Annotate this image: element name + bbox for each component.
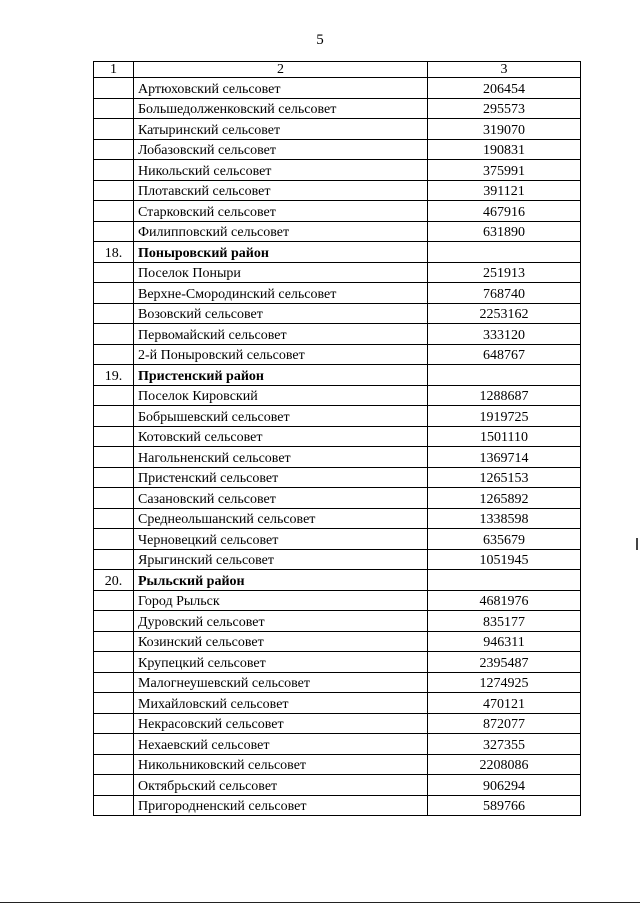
row-value-cell: 906294	[428, 775, 581, 796]
table-row	[94, 344, 581, 365]
row-name-cell: Рыльский район	[134, 570, 428, 591]
row-name-cell: Поселок Поныри	[134, 262, 428, 283]
row-name-cell: Нагольненский сельсовет	[134, 447, 428, 468]
row-number-cell: 19.	[94, 365, 134, 386]
row-value-cell: 251913	[428, 262, 581, 283]
table-row	[94, 549, 581, 570]
district-row	[94, 242, 581, 263]
row-value-cell: 768740	[428, 283, 581, 304]
table-row	[94, 488, 581, 509]
row-name-cell: Сазановский сельсовет	[134, 488, 428, 509]
row-name-cell: Поселок Кировский	[134, 385, 428, 406]
table-row	[94, 303, 581, 324]
row-number-cell	[94, 508, 134, 529]
table-row	[94, 447, 581, 468]
row-name-cell: Старковский сельсовет	[134, 201, 428, 222]
row-value-cell: 1369714	[428, 447, 581, 468]
row-number-cell	[94, 775, 134, 796]
table-row	[94, 631, 581, 652]
row-number-cell	[94, 406, 134, 427]
row-name-cell: Катыринский сельсовет	[134, 119, 428, 140]
row-name-cell: Верхне-Смородинский сельсовет	[134, 283, 428, 304]
row-name-cell: Никольский сельсовет	[134, 160, 428, 181]
row-number-cell	[94, 426, 134, 447]
scan-edge-line	[0, 902, 640, 903]
row-value-cell: 470121	[428, 693, 581, 714]
row-number-cell	[94, 180, 134, 201]
row-value-cell: 1265153	[428, 467, 581, 488]
row-name-cell: Плотавский сельсовет	[134, 180, 428, 201]
row-name-cell: Пристенский сельсовет	[134, 467, 428, 488]
row-value-cell: 946311	[428, 631, 581, 652]
row-number-cell	[94, 283, 134, 304]
row-name-cell: Котовский сельсовет	[134, 426, 428, 447]
row-value-cell: 648767	[428, 344, 581, 365]
row-name-cell: Никольниковский сельсовет	[134, 754, 428, 775]
district-row	[94, 365, 581, 386]
row-number-cell	[94, 631, 134, 652]
row-value-cell: 467916	[428, 201, 581, 222]
table-row	[94, 262, 581, 283]
table-row	[94, 324, 581, 345]
table-row	[94, 426, 581, 447]
row-name-cell: Лобазовский сельсовет	[134, 139, 428, 160]
row-value-cell: 631890	[428, 221, 581, 242]
row-number-cell	[94, 734, 134, 755]
row-name-cell: Козинский сельсовет	[134, 631, 428, 652]
row-value-cell: 2208086	[428, 754, 581, 775]
row-number-cell	[94, 303, 134, 324]
row-number-cell	[94, 447, 134, 468]
table-row	[94, 160, 581, 181]
row-name-cell: Черновецкий сельсовет	[134, 529, 428, 550]
row-name-cell: Ярыгинский сельсовет	[134, 549, 428, 570]
table-row	[94, 78, 581, 99]
row-value-cell: 835177	[428, 611, 581, 632]
row-number-cell	[94, 611, 134, 632]
row-number-cell	[94, 549, 134, 570]
row-value-cell: 1501110	[428, 426, 581, 447]
table-row	[94, 693, 581, 714]
table-row	[94, 98, 581, 119]
header-cell-number: 1	[94, 62, 134, 78]
row-name-cell: Город Рыльск	[134, 590, 428, 611]
row-number-cell	[94, 324, 134, 345]
row-value-cell: 4681976	[428, 590, 581, 611]
row-name-cell: Пригородненский сельсовет	[134, 795, 428, 816]
table-row	[94, 385, 581, 406]
table-header-row	[94, 62, 581, 78]
row-value-cell	[428, 365, 581, 386]
row-value-cell: 1288687	[428, 385, 581, 406]
row-number-cell	[94, 467, 134, 488]
row-value-cell: 1274925	[428, 672, 581, 693]
table-row	[94, 611, 581, 632]
table-row	[94, 119, 581, 140]
row-number-cell	[94, 78, 134, 99]
row-number-cell	[94, 262, 134, 283]
table-row	[94, 672, 581, 693]
row-name-cell: Первомайский сельсовет	[134, 324, 428, 345]
table-row	[94, 221, 581, 242]
table-body	[94, 62, 581, 816]
row-name-cell: Бобрышевский сельсовет	[134, 406, 428, 427]
row-name-cell: Поныровский район	[134, 242, 428, 263]
row-number-cell	[94, 529, 134, 550]
table-row	[94, 590, 581, 611]
table-row	[94, 713, 581, 734]
row-number-cell	[94, 488, 134, 509]
row-value-cell: 872077	[428, 713, 581, 734]
row-value-cell	[428, 570, 581, 591]
row-name-cell: Среднеольшанский сельсовет	[134, 508, 428, 529]
row-value-cell	[428, 242, 581, 263]
row-value-cell: 1265892	[428, 488, 581, 509]
table-row	[94, 508, 581, 529]
row-number-cell	[94, 693, 134, 714]
table-row	[94, 734, 581, 755]
row-number-cell	[94, 160, 134, 181]
row-name-cell: Михайловский сельсовет	[134, 693, 428, 714]
row-number-cell	[94, 98, 134, 119]
row-number-cell	[94, 221, 134, 242]
row-number-cell	[94, 385, 134, 406]
table-row	[94, 406, 581, 427]
row-name-cell: Дуровский сельсовет	[134, 611, 428, 632]
row-number-cell	[94, 139, 134, 160]
row-value-cell: 319070	[428, 119, 581, 140]
row-number-cell	[94, 795, 134, 816]
header-cell-name: 2	[134, 62, 428, 78]
row-number-cell	[94, 713, 134, 734]
row-value-cell: 2395487	[428, 652, 581, 673]
budget-table-container	[93, 61, 581, 816]
row-name-cell: Малогнеушевский сельсовет	[134, 672, 428, 693]
row-number-cell	[94, 652, 134, 673]
row-value-cell: 1919725	[428, 406, 581, 427]
row-value-cell: 190831	[428, 139, 581, 160]
budget-table	[93, 61, 581, 816]
table-row	[94, 139, 581, 160]
row-value-cell: 327355	[428, 734, 581, 755]
district-row	[94, 570, 581, 591]
table-row	[94, 180, 581, 201]
row-name-cell: 2-й Поныровский сельсовет	[134, 344, 428, 365]
row-number-cell	[94, 344, 134, 365]
row-number-cell	[94, 590, 134, 611]
row-name-cell: Пристенский район	[134, 365, 428, 386]
row-name-cell: Октябрьский сельсовет	[134, 775, 428, 796]
row-value-cell: 1051945	[428, 549, 581, 570]
row-name-cell: Большедолженковский сельсовет	[134, 98, 428, 119]
row-number-cell	[94, 119, 134, 140]
table-row	[94, 652, 581, 673]
row-value-cell: 1338598	[428, 508, 581, 529]
table-row	[94, 283, 581, 304]
row-value-cell: 635679	[428, 529, 581, 550]
row-name-cell: Возовский сельсовет	[134, 303, 428, 324]
row-number-cell: 20.	[94, 570, 134, 591]
scan-edge-mark	[636, 538, 638, 550]
row-number-cell: 18.	[94, 242, 134, 263]
row-value-cell: 2253162	[428, 303, 581, 324]
row-value-cell: 295573	[428, 98, 581, 119]
page-number: 5	[316, 32, 324, 48]
row-value-cell: 375991	[428, 160, 581, 181]
row-value-cell: 589766	[428, 795, 581, 816]
row-name-cell: Некрасовский сельсовет	[134, 713, 428, 734]
row-name-cell: Филипповский сельсовет	[134, 221, 428, 242]
row-value-cell: 391121	[428, 180, 581, 201]
table-row	[94, 795, 581, 816]
row-number-cell	[94, 672, 134, 693]
header-cell-value: 3	[428, 62, 581, 78]
row-value-cell: 206454	[428, 78, 581, 99]
table-row	[94, 775, 581, 796]
row-value-cell: 333120	[428, 324, 581, 345]
table-row	[94, 201, 581, 222]
row-name-cell: Нехаевский сельсовет	[134, 734, 428, 755]
table-row	[94, 754, 581, 775]
table-row	[94, 529, 581, 550]
row-name-cell: Артюховский сельсовет	[134, 78, 428, 99]
row-number-cell	[94, 201, 134, 222]
row-name-cell: Крупецкий сельсовет	[134, 652, 428, 673]
table-row	[94, 467, 581, 488]
row-number-cell	[94, 754, 134, 775]
